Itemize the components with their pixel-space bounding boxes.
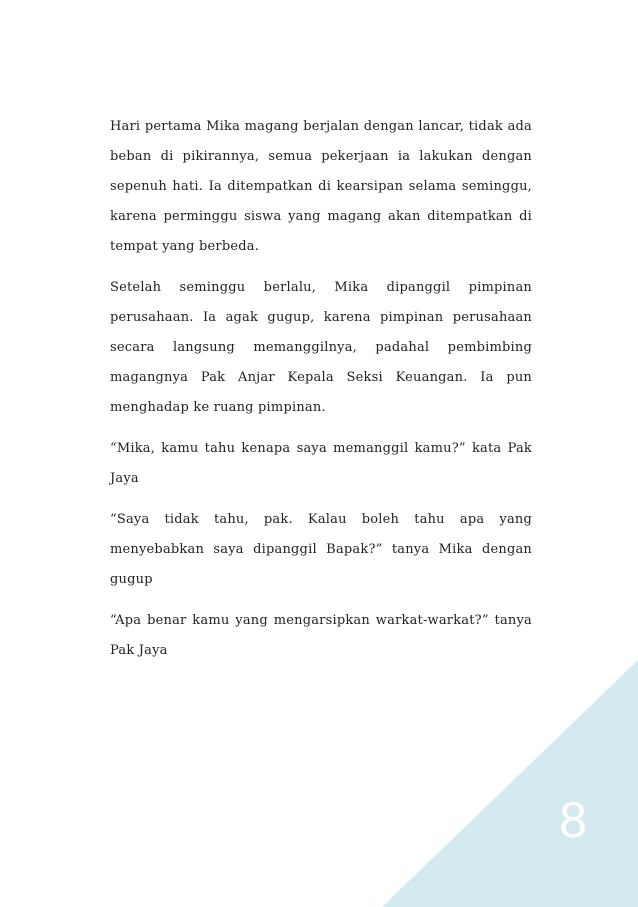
corner-triangle: [382, 660, 638, 907]
page-number: 8: [559, 792, 587, 848]
body-text: [110, 112, 532, 677]
paragraph-5: “Apa benar kamu yang mengarsipkan warkat-warkat?” tanya Pak Jaya: [110, 613, 532, 658]
paragraph-1: Hari pertama Mika magang berjalan dengan lancar, tidak ada beban di pikirannya, semua pekerjaan ia lakukan dengan sepenuh hati. Ia ditempatkan di kearsipan selama seminggu, karena perminggu siswa yang magang akan ditempatkan di tempat yang berbeda.: [110, 119, 532, 254]
paragraph-3: “Mika, kamu tahu kenapa saya memanggil kamu?” kata Pak Jaya: [110, 441, 532, 486]
paragraph-2: Setelah seminggu berlalu, Mika dipanggil pimpinan perusahaan. Ia agak gugup, karena pimpinan perusahaan secara langsung memanggilnya, padahal pembimbing magangnya Pak Anjar Kepala Seksi Keuangan. Ia pun menghadap ke ruang pimpinan.: [110, 280, 532, 415]
paragraph-4: “Saya tidak tahu, pak. Kalau boleh tahu apa yang menyebabkan saya dipanggil Bapak?” tanya Mika dengan gugup: [110, 512, 532, 587]
